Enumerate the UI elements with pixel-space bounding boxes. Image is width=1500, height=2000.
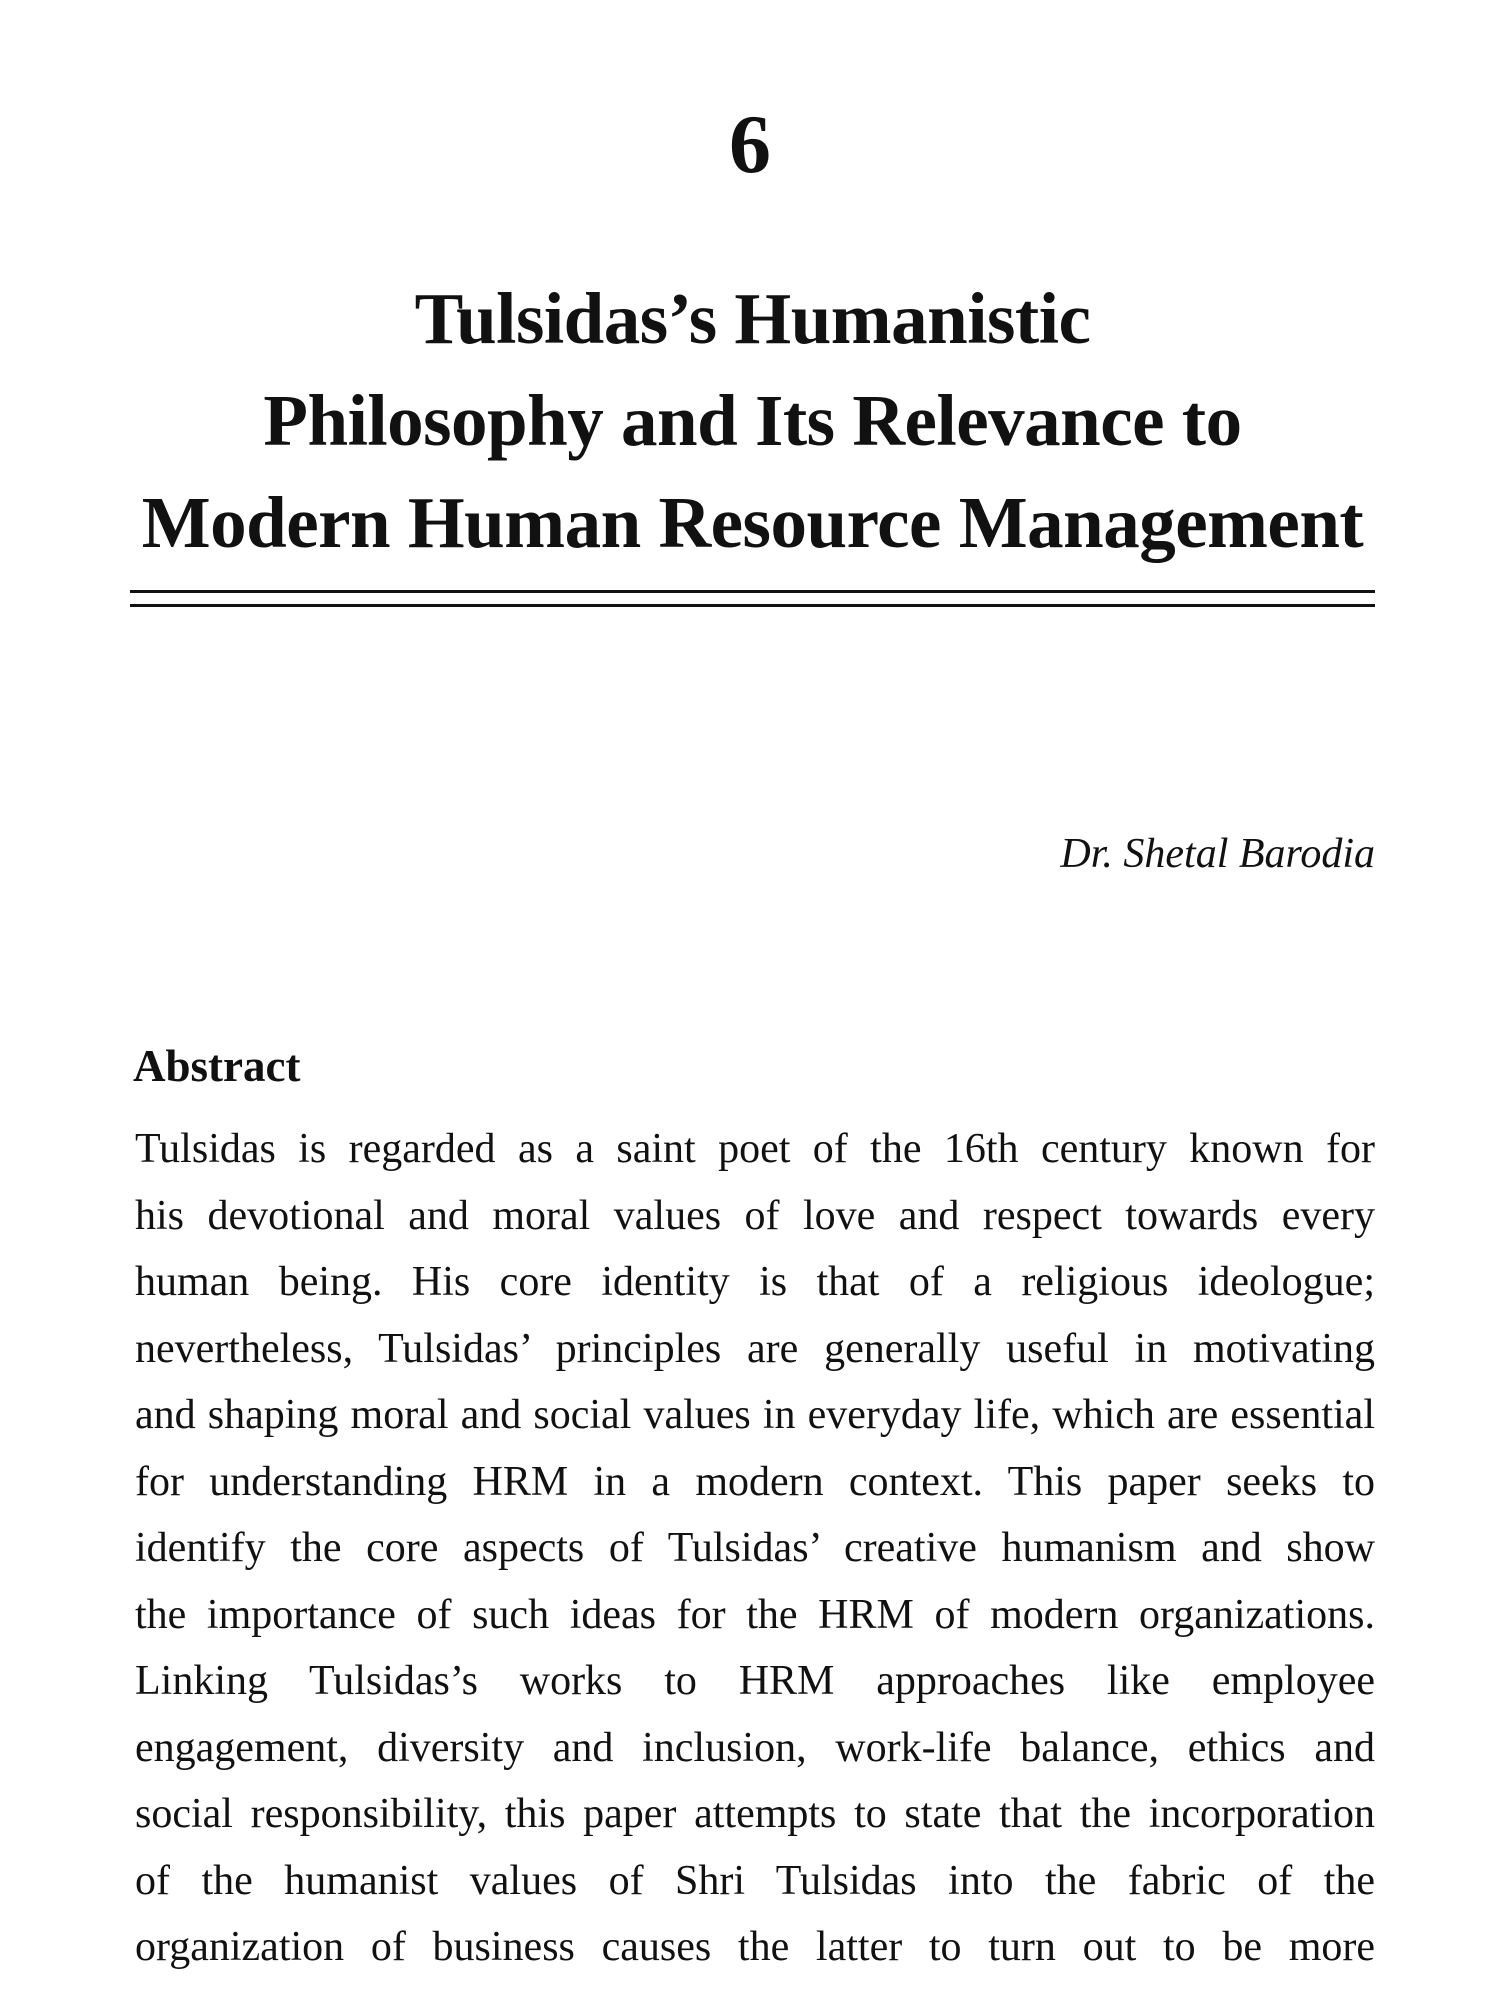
abstract-line: nevertheless, Tulsidas’ principles are generally useful in motivating <box>135 1325 1375 1372</box>
chapter-number: 6 <box>729 98 771 191</box>
chapter-title <box>130 268 1375 574</box>
abstract-line: identify the core aspects of Tulsidas’ creative humanism and show <box>135 1525 1375 1571</box>
abstract-line: engagement, diversity and inclusion, work-life balance, ethics and <box>135 1724 1375 1771</box>
abstract-line: the importance of such ideas for the HRM of modern organizations. <box>135 1591 1375 1638</box>
abstract-line: for understanding HRM in a modern context. This paper seeks to <box>135 1458 1375 1505</box>
title-divider-top <box>130 590 1375 593</box>
abstract-line: his devotional and moral values of love and respect towards every <box>135 1192 1375 1239</box>
abstract-line: Linking Tulsidas’s works to HRM approaches like employee <box>135 1658 1375 1704</box>
title-line: Tulsidas’s Humanistic <box>414 278 1091 359</box>
author-name: Dr. Shetal Barodia <box>1060 831 1375 877</box>
abstract-line: Tulsidas is regarded as a saint poet of the 16th century known for <box>135 1126 1375 1172</box>
abstract-line: human being. His core identity is that of a religious ideologue; <box>135 1259 1375 1305</box>
abstract-line: organization of business causes the latter to turn out to be more <box>135 1924 1375 1970</box>
title-line: Philosophy and Its Relevance to <box>263 380 1242 461</box>
abstract-line: of the humanist values of Shri Tulsidas into the fabric of the <box>135 1857 1375 1904</box>
title-divider-bottom <box>130 604 1375 607</box>
title-line: Modern Human Resource Management <box>141 482 1364 563</box>
abstract-line: social responsibility, this paper attempts to state that the incorporation <box>135 1791 1375 1837</box>
abstract-heading: Abstract <box>133 1041 301 1091</box>
abstract-line: and shaping moral and social values in everyday life, which are essential <box>135 1392 1375 1438</box>
abstract-body <box>135 1116 1375 1981</box>
